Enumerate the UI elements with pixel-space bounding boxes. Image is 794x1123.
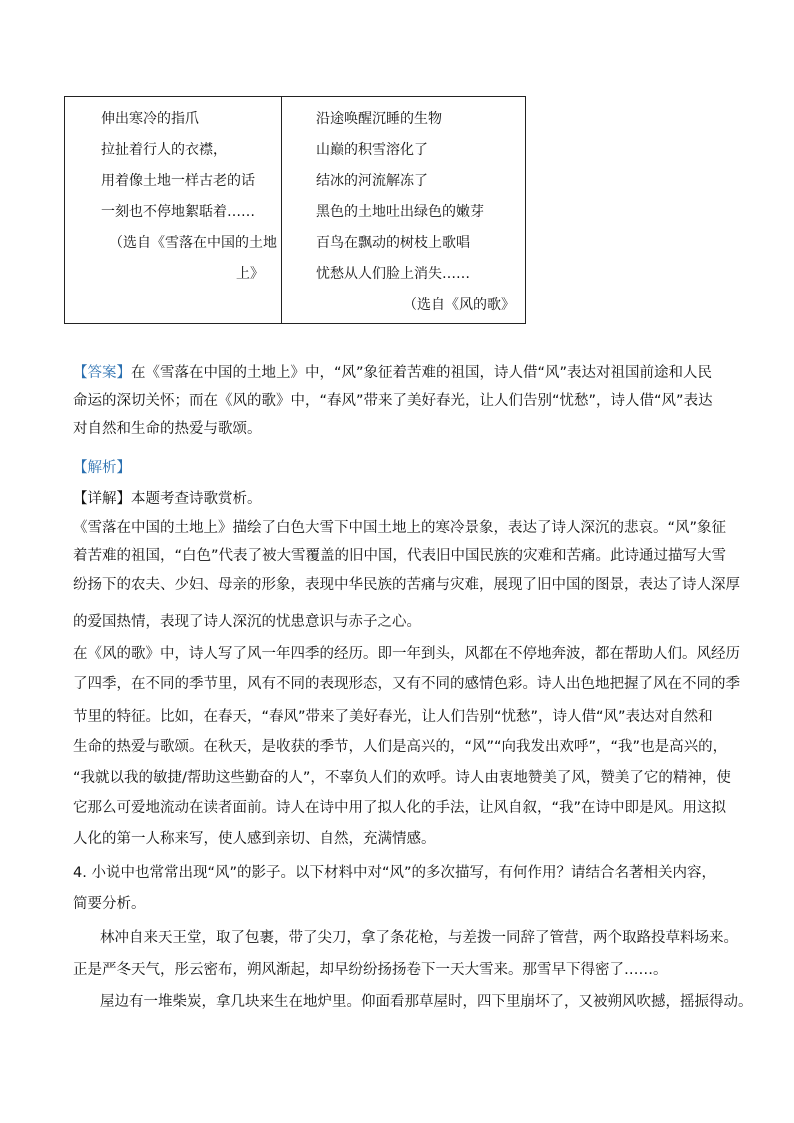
table-divider [281,97,282,323]
detail-heading: 【详解】本题考查诗歌赏析。 [73,491,262,507]
detail-line: 它那么可爱地流动在读者面前。诗人在诗中用了拟人化的手法，让风自叙，“我”在诗中即是风。用这拟 [73,800,727,816]
poem-left-line: 拉扯着行人的衣襟， [101,142,227,158]
answer-line: 命运的深切关怀；而在《风的歌》中，“春风”带来了美好春光，让人们告别“忧愁”，诗人借“风”表达 [73,393,713,409]
material-paragraph: 屋边有一堆柴炭，拿几块来生在地炉里。仰面看那草屋时，四下里崩坏了，又被朔风吹撼，摇振得动。 [100,994,753,1010]
detail-line: “我就以我的敏捷/帮助这些勤奋的人”，不辜负人们的欢呼。诗人由衷地赞美了风，赞美了它的精神，使 [73,770,731,786]
poem-left-line: 一刻也不停地絮聒着…… [101,204,255,220]
poem-right-source: （选自《风的歌》 [403,297,515,313]
analysis-heading: 【解析】 [73,460,131,476]
detail-tag: 【详解】 [73,491,131,507]
poem-left-source: （选自《雪落在中国的土地 [109,235,277,251]
detail-line: 着苦难的祖国，“白色”代表了被大雪覆盖的旧中国，代表旧中国民族的灾难和苦痛。此诗通过描写大雪 [73,548,727,564]
detail-line: 纷扬下的农夫、少妇、母亲的形象，表现中华民族的苦痛与灾难，展现了旧中国的图景，表达了诗人深厚 [73,577,740,593]
detail-line: 的爱国热情，表现了诗人深沉的忧患意识与赤子之心。 [73,614,421,630]
answer-line: 【答案】在《雪落在中国的土地上》中，“风”象征着苦难的祖国，诗人借“风”表达对祖国前途和人民 [73,365,713,381]
poem-right-line: 百鸟在飘动的树枝上歌唱 [316,235,470,251]
detail-line: 生命的热爱与歌颂。在秋天，是收获的季节，人们是高兴的，“风”“向我发出欢呼”，“我”也是高兴的， [73,739,728,755]
poem-comparison-table [64,96,526,324]
poem-left-line: 用着像土地一样古老的话 [101,173,255,189]
answer-line: 对自然和生命的热爱与歌颂。 [73,421,262,437]
detail-line: 人化的第一人称来写，使人感到亲切、自然，充满情感。 [73,831,436,847]
poem-left-source-cont: 上》 [236,266,264,282]
question-4-line: 4. 小说中也常常出现“风”的影子。以下材料中对“风”的多次描写，有何作用？请结合名著相关内容， [73,865,716,881]
answer-tag: 【答案】 [73,365,131,381]
material-paragraph: 正是严冬天气，彤云密布，朔风渐起，却早纷纷扬扬卷下一天大雪来。那雪早下得密了……。 [73,962,668,978]
poem-left-line: 伸出寒冷的指爪 [101,111,199,127]
poem-right-line: 山巅的积雪溶化了 [316,142,428,158]
detail-line: 了四季，在不同的季节里，风有不同的表现形态，又有不同的感情色彩。诗人出色地把握了风在不同的季 [73,676,740,692]
detail-line: 节里的特征。比如，在春天，“春风”带来了美好春光，让人们告别“忧愁”，诗人借“风”表达对自然和 [73,709,713,725]
detail-line: 在《风的歌》中，诗人写了风一年四季的经历。即一年到头，风都在不停地奔波，都在帮助人们。风经历 [73,646,740,662]
poem-right-line: 黑色的土地吐出绿色的嫩芽 [316,204,484,220]
poem-right-line: 沿途唤醒沉睡的生物 [316,111,442,127]
poem-right-line: 忧愁从人们脸上消失…… [316,266,470,282]
material-paragraph: 林冲自来天王堂，取了包裹，带了尖刀，拿了条花枪，与差拨一同辞了管营，两个取路投草料场来。 [100,930,738,946]
poem-right-line: 结冰的河流解冻了 [316,173,428,189]
question-4-line: 简要分析。 [73,896,146,912]
detail-line: 《雪落在中国的土地上》描绘了白色大雪下中国土地上的寒冷景象，表达了诗人深沉的悲哀。“风”象征 [73,520,727,536]
